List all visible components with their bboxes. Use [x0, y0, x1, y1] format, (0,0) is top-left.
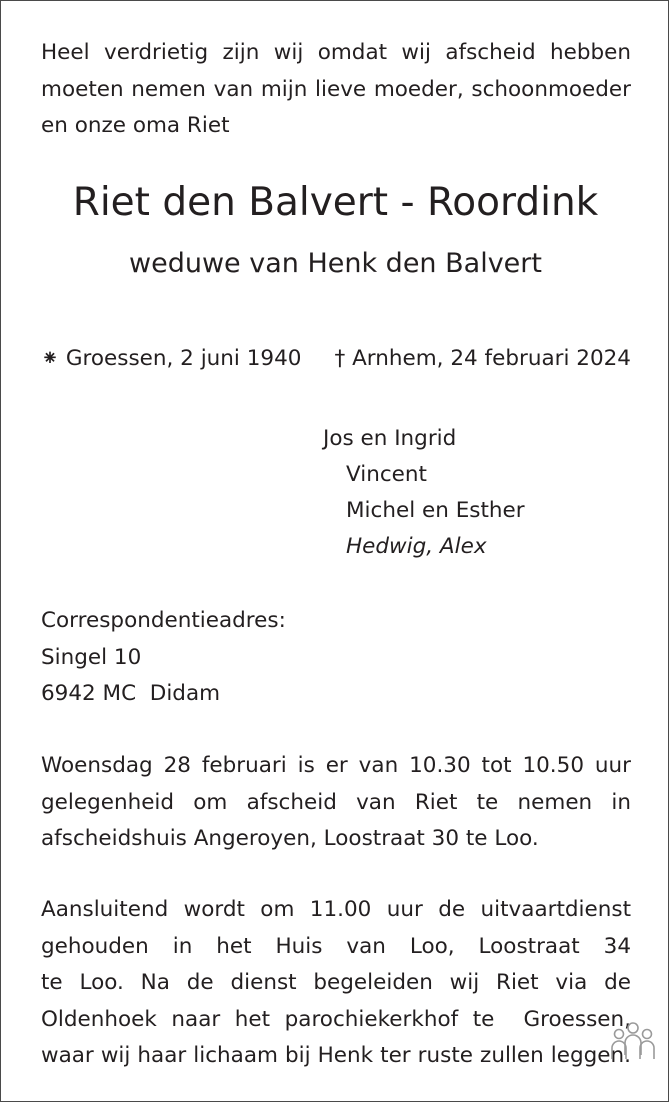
family-figures-icon	[607, 1019, 659, 1061]
deceased-subtitle: weduwe van Henk den Balvert	[129, 248, 542, 279]
birth-date: ⁕ Groessen, 2 juni 1940	[41, 346, 302, 371]
service-line: waar wij haar lichaam bij Henk ter ruste zullen leggen.	[41, 1043, 631, 1068]
service-line: gehouden in het Huis van Loo, Loostraat 34	[41, 933, 631, 959]
intro-line: moeten nemen van mijn lieve moeder, schoonmoeder	[41, 76, 631, 102]
visitation-line: gelegenheid om afscheid van Riet te nemen in	[41, 789, 631, 815]
intro-line: Heel verdrietig zijn wij omdat wij afscheid hebben	[41, 40, 631, 65]
service-line: te Loo. Na de dienst begeleiden wij Riet via de	[41, 970, 631, 995]
intro-paragraph	[41, 35, 631, 145]
correspondence-city: 6942 MC Didam	[41, 681, 221, 706]
family-member: Vincent	[346, 462, 427, 487]
service-line: Aansluitend wordt om 11.00 uur de uitvaartdienst	[41, 897, 631, 922]
family-member: Hedwig, Alex	[346, 534, 487, 559]
death-date: † Arnhem, 24 februari 2024	[334, 346, 631, 371]
family-list	[323, 421, 525, 565]
family-member: Michel en Esther	[346, 498, 525, 523]
life-dates	[41, 341, 631, 377]
correspondence-heading: Correspondentieadres:	[41, 608, 286, 633]
correspondence-address	[41, 603, 631, 713]
visitation-line: afscheidshuis Angeroyen, Loostraat 30 te Loo.	[41, 826, 539, 851]
visitation-paragraph	[41, 748, 631, 858]
family-member: Jos en Ingrid	[323, 426, 457, 451]
deceased-name: Riet den Balvert - Roordink	[72, 180, 599, 225]
visitation-line: Woensdag 28 februari is er van 10.30 tot 10.50 uur	[41, 753, 631, 778]
service-line: Oldenhoek naar het parochiekerkhof te Groessen,	[41, 1006, 631, 1032]
service-paragraph	[41, 892, 631, 1075]
intro-line: en onze oma Riet	[41, 113, 230, 138]
correspondence-street: Singel 10	[41, 644, 142, 670]
